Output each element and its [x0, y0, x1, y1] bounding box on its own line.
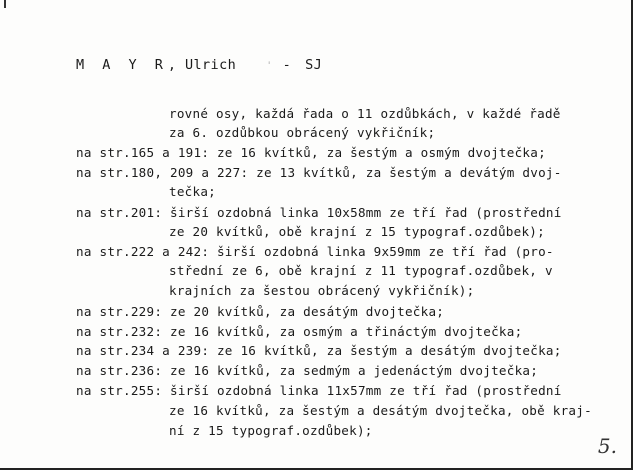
text-line: ze 20 kvítků, obě krajní z 15 typograf.ozdůbek); — [169, 224, 545, 239]
text-line: na str.165 a 191: ze 16 kvítků, za šestým a osmým dvojtečka; — [76, 145, 546, 160]
corner-mark — [4, 0, 6, 8]
page-number: 5. — [597, 434, 617, 458]
text-line: na str.232: ze 16 kvítků, za osmým a třináctým dvojtečka; — [76, 324, 523, 339]
name-separator: , — [167, 57, 177, 73]
author-surname: M A Y R — [76, 57, 168, 73]
author-given-name: Ulrich — [184, 57, 237, 73]
tick-mark: ˈ — [266, 61, 273, 72]
text-line: rovné osy, každá řada o 11 ozdůbkách, v každé řadě — [169, 106, 561, 121]
text-line: ze 16 kvítků, za šestým a desátým dvojtečka, obě kraj- — [169, 403, 592, 418]
text-line: na str.229: ze 20 kvítků, za desátým dvojtečka; — [76, 304, 445, 319]
text-line: na str.180, 209 a 227: ze 13 kvítků, za šestým a devátým dvoj- — [76, 165, 562, 180]
text-line: na str.201: širší ozdobná linka 10x58mm ze tří řad (prostřední — [76, 205, 562, 220]
text-line: střední ze 6, obě krajní z 11 typograf.ozdůbek, v — [169, 263, 553, 278]
text-line: na str.236: ze 16 kvítků, za sedmým a jedenáctým dvojtečka; — [76, 363, 539, 378]
text-line: ní z 15 typograf.ozdůbek); — [169, 423, 373, 438]
text-line: na str.234 a 239: ze 16 kvítků, za šestým a desátým dvojtečka; — [76, 343, 562, 358]
text-line: na str.255: širší ozdobná linka 11x57mm ze tří řad (prostřední — [76, 383, 562, 398]
card-header — [76, 57, 322, 73]
text-line: tečka; — [169, 184, 216, 199]
text-line: za 6. ozdůbkou obrácený vykřičník; — [169, 125, 436, 140]
text-line: na str.222 a 242: širší ozdobná linka 9x59mm ze tří řad (pro- — [76, 244, 554, 259]
header-dash: - — [282, 57, 292, 73]
order-code: SJ — [305, 57, 323, 73]
text-line: krajních za šestou obrácený vykřičník); — [169, 283, 475, 298]
